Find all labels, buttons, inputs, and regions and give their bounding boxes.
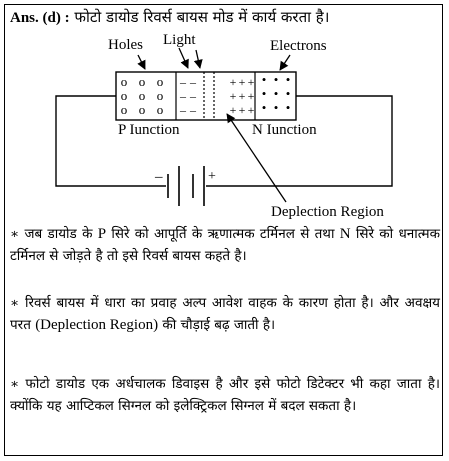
n-junction-label: N Iunction (252, 122, 317, 138)
paragraph-1-text-c: सिरे को धनात्मक टर्मिनल से जोड़ते है तो इसे रिवर्स बायस कहते है। (10, 226, 440, 264)
electrons-label: Electrons (270, 38, 327, 54)
paragraph-2-text-b: की चौड़ाई बढ़ जाती है। (158, 317, 276, 333)
hole-symbol: o (138, 74, 146, 89)
holes-arrow (138, 55, 145, 69)
depletion-region-label: Deplection Region (271, 204, 384, 220)
answer-label: Ans. (d) : (10, 10, 70, 26)
paragraph-1-term-p: P (97, 226, 107, 242)
positive-ion-symbol: + (238, 103, 246, 117)
electron-symbol: • (261, 72, 267, 87)
paragraph-2-term: (Deplection Region) (35, 317, 159, 333)
negative-ion-symbol: – (190, 89, 196, 103)
positive-ion-symbol: + (229, 75, 237, 89)
paragraph-3-text: फोटो डायोड एक अर्धचालक डिवाइस है और इसे फोटो डिटेक्टर भी कहा जाता है। क्योंकि यह आप्टिकल सिग्नल को इलेक्ट्रिकल सिग्नल में बदल सकता है। (10, 376, 440, 414)
electron-symbol: • (261, 100, 267, 115)
paragraph-2 (10, 292, 440, 336)
paragraph-3 (10, 373, 440, 417)
battery-minus-label: – (155, 169, 163, 185)
hole-symbol: o (156, 74, 164, 89)
bullet: ∗ (10, 295, 20, 311)
light-arrow-2 (196, 50, 200, 68)
p-junction-label: P Iunction (118, 122, 180, 138)
paragraph-1-text-b: सिरे को आपूर्ति के ऋणात्मक टर्मिनल से तथा (106, 226, 340, 242)
hole-symbol: o (120, 102, 128, 117)
electron-carriers (262, 72, 291, 115)
paragraph-1-text-a: जब डायोड के (19, 226, 98, 242)
paragraph-1 (10, 223, 440, 267)
electron-symbol: • (273, 100, 279, 115)
electron-symbol: • (273, 72, 279, 87)
electron-symbol: • (285, 72, 291, 87)
negative-ion-symbol: – (180, 89, 186, 103)
positive-ion-symbol: + (238, 89, 246, 103)
hole-symbol: o (138, 102, 146, 117)
positive-ion-symbol: + (238, 75, 246, 89)
electron-symbol: • (261, 86, 267, 101)
electrons-arrow (280, 55, 290, 70)
answer-text: फोटो डायोड रिवर्स बायस मोड में कार्य करता है। (74, 8, 330, 26)
light-arrow-1 (179, 48, 188, 68)
positive-ion-symbol: + (229, 89, 237, 103)
hole-carriers (121, 74, 164, 117)
hole-symbol: o (138, 88, 146, 103)
hole-symbol: o (156, 88, 164, 103)
holes-label: Holes (108, 37, 143, 53)
negative-ion-symbol: – (180, 75, 186, 89)
paragraph-1-term-n: N (339, 226, 351, 242)
positive-ion-symbol: + (247, 103, 255, 117)
hole-symbol: o (156, 102, 164, 117)
positive-ions (230, 75, 255, 117)
bullet: ∗ (10, 226, 20, 242)
hole-symbol: o (120, 74, 128, 89)
photodiode-diagram (0, 0, 449, 230)
electron-symbol: • (273, 86, 279, 101)
negative-ion-symbol: – (190, 103, 196, 117)
bullet: ∗ (10, 376, 20, 392)
electron-symbol: • (285, 86, 291, 101)
negative-ion-symbol: – (180, 103, 186, 117)
positive-ion-symbol: + (229, 103, 237, 117)
negative-ion-symbol: – (190, 75, 196, 89)
hole-symbol: o (120, 88, 128, 103)
electron-symbol: • (285, 100, 291, 115)
light-label: Light (163, 32, 196, 48)
paragraph-2-text-a: रिवर्स बायस में धारा का प्रवाह अल्प आवेश वाहक के कारण होता है। और अवक्षय परत (10, 295, 440, 333)
positive-ion-symbol: + (247, 89, 255, 103)
positive-ion-symbol: + (247, 75, 255, 89)
battery-plus-label: + (208, 169, 216, 184)
battery-symbol (168, 166, 204, 206)
